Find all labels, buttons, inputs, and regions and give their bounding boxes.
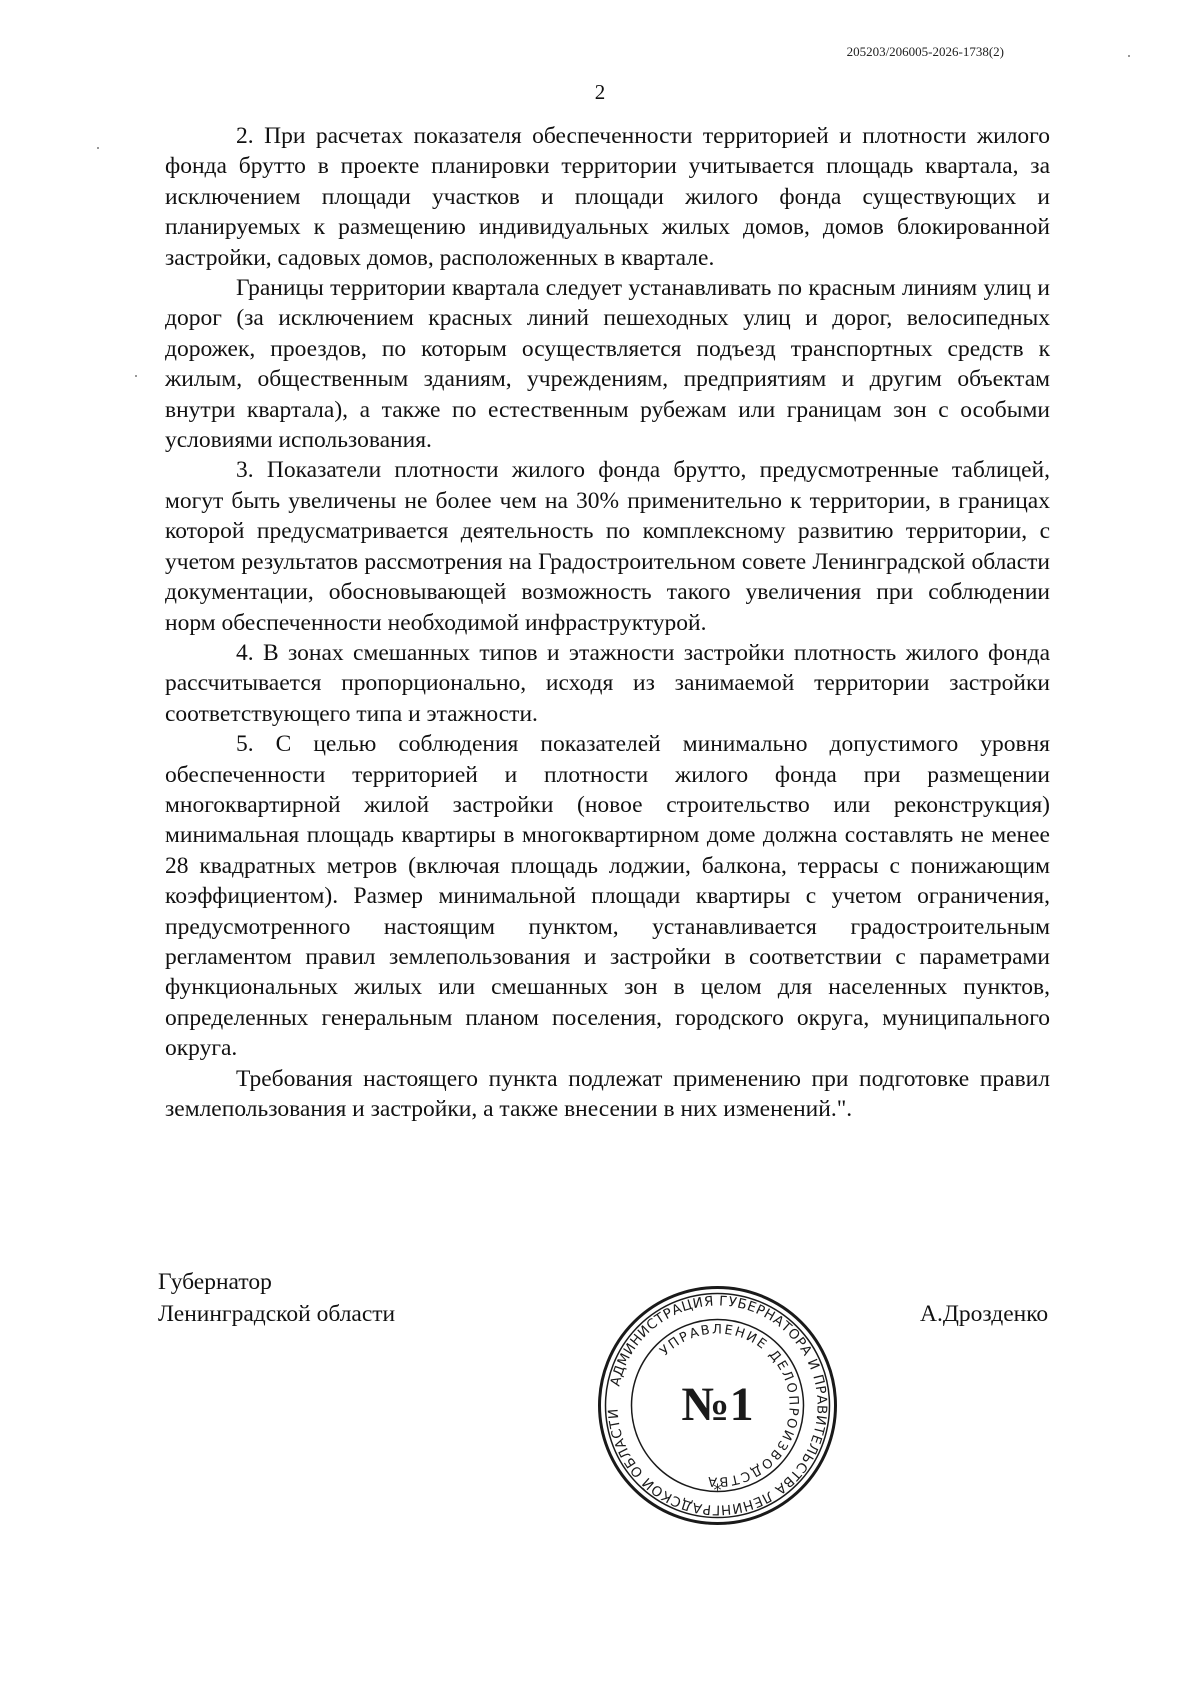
stamp-inner-text: УПРАВЛЕНИЕ ДЕЛОПРОИЗВОДСТВА bbox=[657, 1322, 801, 1489]
signatory-title-line2: Ленинградской области bbox=[158, 1301, 396, 1327]
paragraph-5: 5. С целью соблюдения показателей минимально допустимого уровня обеспеченности территорией и плотности жилого фонда при размещении многоквартирной жилой застройки (новое строительство или реконструкция) минимальная площадь квартиры в многоквартирном доме должна составлять не менее 28 квадратных метров (включая площадь лоджии, балкона, террасы с понижающим коэффициентом). Размер минимальной площади квартиры с учетом ограничения, предусмотренного настоящим пунктом, устанавливается градостроительным регламентом правил землепользования и застройки в соответствии с параметрами функциональных жилых или смешанных зон в целом для населенных пунктов, определенных генеральным планом поселения, городского округа, муниципального округа. bbox=[165, 731, 1050, 1062]
paragraph-quarter-borders: Границы территории квартала следует устанавливать по красным линиям улиц и дорог (за исключением красных линий пешеходных улиц и дорог, велосипедных дорожек, проездов, по которым осуществляется подъезд транспортных средств к жилым, общественным зданиям, учреждениям, предприятиям и другим объектам внутри квартала), а также по естественным рубежам или границам зон с особыми условиями использования. bbox=[165, 275, 1050, 454]
paragraph-2: 2. При расчетах показателя обеспеченности территорией и плотности жилого фонда брутто в проекте планировки территории учитывается площадь квартала, за исключением площади участков и площади жилого фонда существующих и планируемых к размещению индивидуальных жилых домов, домов блокированной застройки, садовых домов, расположенных в квартале. bbox=[165, 123, 1050, 271]
signatory-title bbox=[158, 1266, 395, 1330]
scan-speck bbox=[1128, 55, 1130, 57]
page-number: 2 bbox=[594, 80, 606, 104]
stamp-number: №1 bbox=[681, 1378, 754, 1431]
document-body bbox=[165, 121, 1050, 1124]
signatory-title-line1: Губернатор bbox=[158, 1269, 272, 1295]
paragraph-3: 3. Показатели плотности жилого фонда брутто, предусмотренные таблицей, могут быть увеличены не более чем на 30% применительно к территории, в границах которой предусматривается деятельность по комплексному развитию территории, с учетом результатов рассмотрения на Градостроительном совете Ленинградской области документации, обосновывающей возможность такого увеличения при соблюдении норм обеспеченности необходимой инфраструктурой. bbox=[165, 457, 1050, 636]
document-id: 205203/206005-2026-1738(2) bbox=[846, 44, 1004, 59]
scan-speck bbox=[97, 147, 99, 149]
paragraph-requirements: Требования настоящего пункта подлежат применению при подготовке правил землепользования и застройки, а также внесении в них изменений.". bbox=[165, 1065, 1050, 1122]
stamp-outer-text: АДМИНИСТРАЦИЯ ГУБЕРНАТОРА И ПРАВИТЕЛЬСТВА ЛЕНИНГРАДСКОЙ ОБЛАСТИ bbox=[605, 1293, 830, 1518]
signatory-name: А.Дрозденко bbox=[920, 1301, 1049, 1327]
official-seal-stamp bbox=[595, 1283, 840, 1528]
paragraph-4: 4. В зонах смешанных типов и этажности застройки плотность жилого фонда рассчитывается пропорционально, исходя из занимаемой территории застройки соответствующего типа и этажности. bbox=[165, 639, 1050, 727]
stamp-star: * bbox=[713, 1480, 722, 1499]
scan-speck bbox=[135, 375, 137, 377]
